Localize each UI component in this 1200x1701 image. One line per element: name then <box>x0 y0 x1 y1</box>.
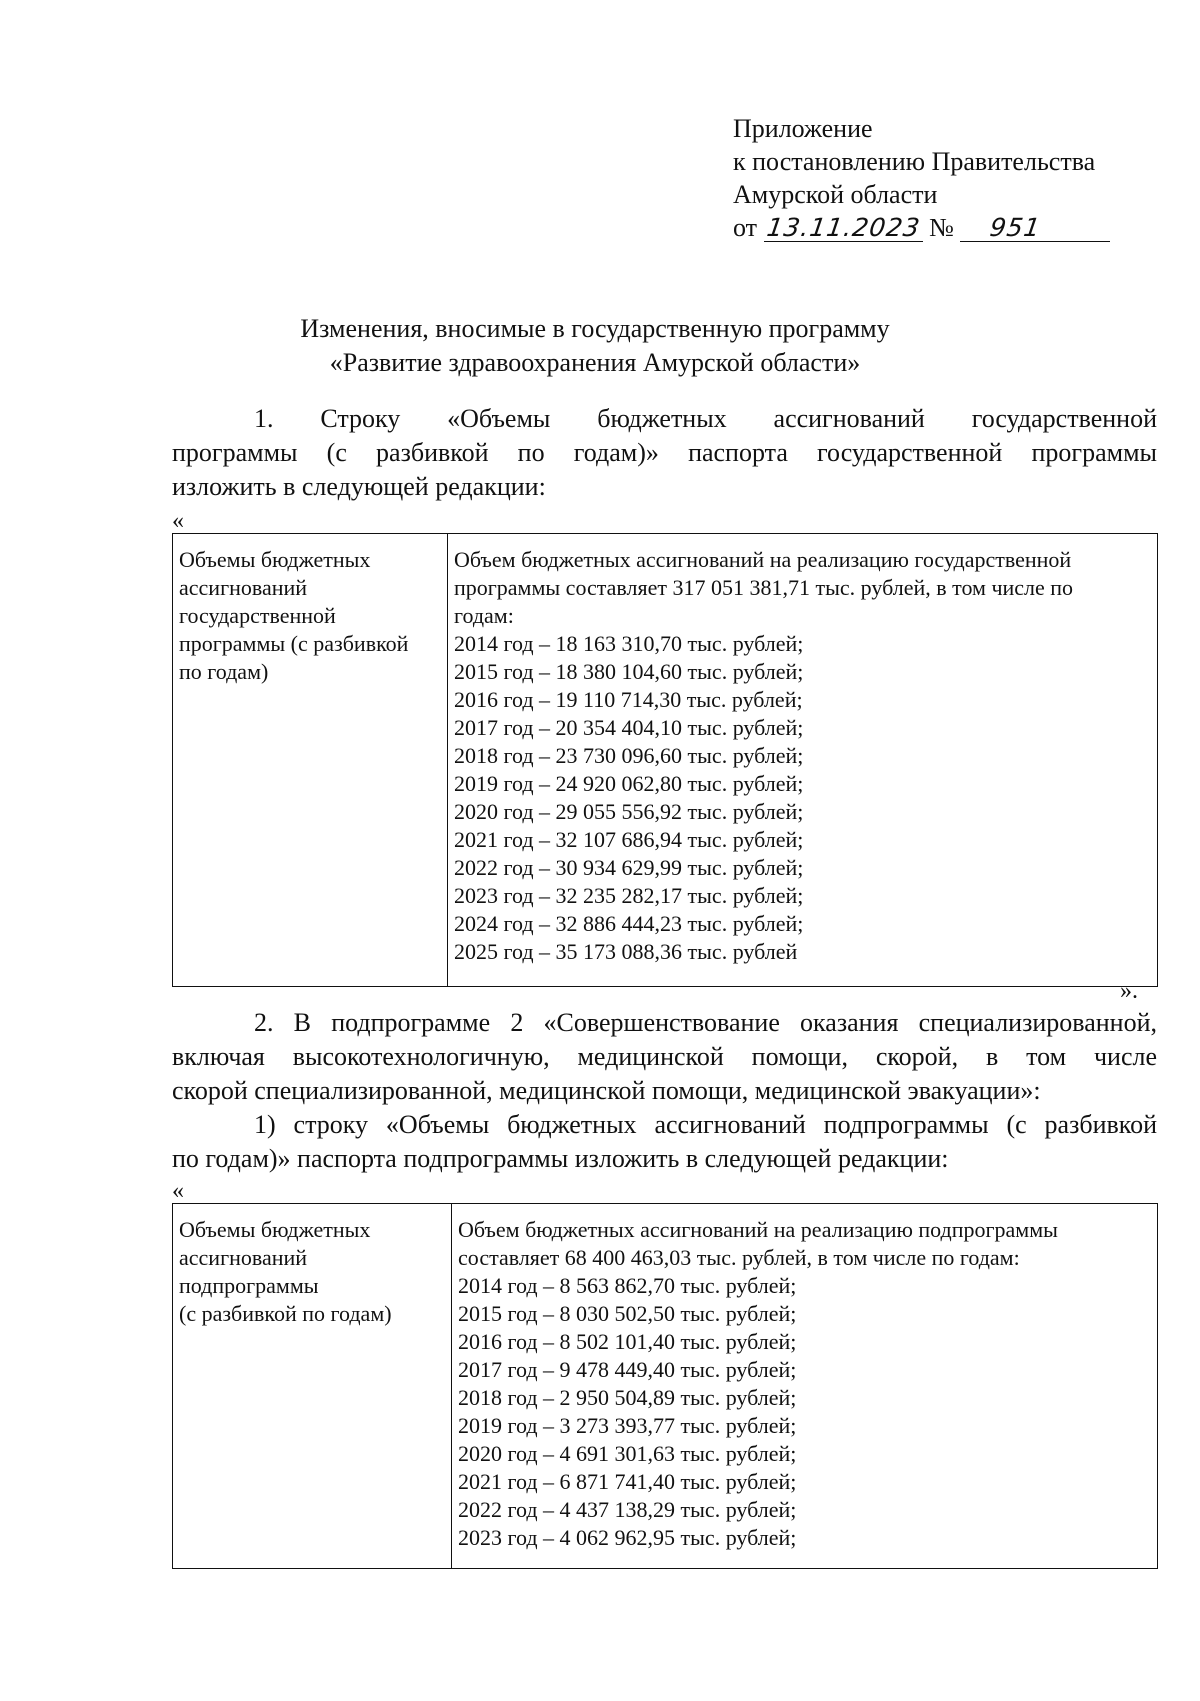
table-1-label-line: по годам) <box>179 659 269 684</box>
table-1-label-line: ассигнований <box>179 575 308 600</box>
appendix-line-2: к постановлению Правительства <box>733 147 1096 176</box>
table-2-year-line: 2015 год – 8 030 502,50 тыс. рублей; <box>458 1301 797 1326</box>
table-1 <box>172 533 1158 987</box>
section-1-line-3: изложить в следующей редакции: <box>172 472 546 501</box>
table-2-label-line: подпрограммы <box>179 1273 319 1298</box>
table-1-year-line: 2022 год – 30 934 629,99 тыс. рублей; <box>454 855 804 880</box>
table-1-value-line: годам: <box>454 603 514 628</box>
table-1-value-cell <box>448 534 1158 987</box>
date-prefix: от <box>733 213 758 242</box>
section-1-line-1: 1. Строку «Объемы бюджетных ассигнований государственной <box>254 404 1157 433</box>
table-1-year-line: 2023 год – 32 235 282,17 тыс. рублей; <box>454 883 804 908</box>
table-1-value-line: Объем бюджетных ассигнований на реализацию государственной <box>454 547 1072 572</box>
table-2-year-line: 2014 год – 8 563 862,70 тыс. рублей; <box>458 1273 797 1298</box>
appendix-line-3: Амурской области <box>733 180 938 209</box>
table-2-open-quote: « <box>172 1178 184 1204</box>
section-2-paragraph <box>172 1006 1157 1108</box>
section-2-1-line-1: 1) строку «Объемы бюджетных ассигнований подпрограммы (с разбивкой <box>254 1110 1157 1139</box>
section-2-1-paragraph <box>172 1108 1157 1176</box>
table-2-year-line: 2022 год – 4 437 138,29 тыс. рублей; <box>458 1497 797 1522</box>
appendix-date-line <box>733 211 1110 244</box>
table-1-year-line: 2019 год – 24 920 062,80 тыс. рублей; <box>454 771 804 796</box>
appendix-block <box>733 112 1110 244</box>
table-2-value-line: Объем бюджетных ассигнований на реализацию подпрограммы <box>458 1217 1058 1242</box>
table-1-value-line: программы составляет 317 051 381,71 тыс. рублей, в том числе по <box>454 575 1074 600</box>
table-1-label-cell <box>173 534 448 987</box>
table-2-label-cell <box>173 1204 452 1569</box>
table-2-label-line: (с разбивкой по годам) <box>179 1301 392 1326</box>
number-field <box>960 215 1110 242</box>
table-2-year-line: 2020 год – 4 691 301,63 тыс. рублей; <box>458 1441 797 1466</box>
section-1-line-2: программы (с разбивкой по годам)» паспорта государственной программы <box>172 438 1157 467</box>
table-1-open-quote: « <box>172 508 184 534</box>
table-2-label-line: Объемы бюджетных <box>179 1217 371 1242</box>
table-2-year-line: 2023 год – 4 062 962,95 тыс. рублей; <box>458 1525 797 1550</box>
table-1-year-line: 2021 год – 32 107 686,94 тыс. рублей; <box>454 827 804 852</box>
table-1-year-line: 2018 год – 23 730 096,60 тыс. рублей; <box>454 743 804 768</box>
appendix-line-1: Приложение <box>733 114 873 143</box>
table-1-label-line: программы (с разбивкой <box>179 631 409 656</box>
date-field <box>764 215 923 242</box>
table-2-year-line: 2018 год – 2 950 504,89 тыс. рублей; <box>458 1385 797 1410</box>
table-1-year-line: 2024 год – 32 886 444,23 тыс. рублей; <box>454 911 804 936</box>
table-2-value-cell <box>452 1204 1158 1569</box>
section-2-line-3: скорой специализированной, медицинской помощи, медицинской эвакуации»: <box>172 1076 1041 1105</box>
table-1-year-line: 2016 год – 19 110 714,30 тыс. рублей; <box>454 687 803 712</box>
table-2 <box>172 1203 1158 1569</box>
table-2-year-line: 2016 год – 8 502 101,40 тыс. рублей; <box>458 1329 797 1354</box>
table-1-label-line: государственной <box>179 603 336 628</box>
table-1-year-line: 2017 год – 20 354 404,10 тыс. рублей; <box>454 715 804 740</box>
table-2-year-line: 2021 год – 6 871 741,40 тыс. рублей; <box>458 1469 797 1494</box>
table-2-year-line: 2017 год – 9 478 449,40 тыс. рублей; <box>458 1357 797 1382</box>
table-2-value-line: составляет 68 400 463,03 тыс. рублей, в том числе по годам: <box>458 1245 1020 1270</box>
section-2-line-1: 2. В подпрограмме 2 «Совершенствование оказания специализированной, <box>254 1008 1157 1037</box>
handwritten-number: 951 <box>988 213 1044 242</box>
title-line-1: Изменения, вносимые в государственную программу <box>300 314 890 343</box>
section-1-paragraph <box>172 402 1157 504</box>
handwritten-date: 13.11.2023 <box>764 213 922 242</box>
number-sign: № <box>929 213 954 242</box>
table-2-year-line: 2019 год – 3 273 393,77 тыс. рублей; <box>458 1413 797 1438</box>
table-1-year-line: 2014 год – 18 163 310,70 тыс. рублей; <box>454 631 804 656</box>
table-2-label-line: ассигнований <box>179 1245 308 1270</box>
table-1-label-line: Объемы бюджетных <box>179 547 371 572</box>
table-1-year-line: 2015 год – 18 380 104,60 тыс. рублей; <box>454 659 804 684</box>
table-1-close-quote: ». <box>1120 978 1138 1004</box>
section-2-line-2: включая высокотехнологичную, медицинской помощи, скорой, в том числе <box>172 1042 1157 1071</box>
table-1-year-line: 2025 год – 35 173 088,36 тыс. рублей <box>454 939 798 964</box>
section-2-1-line-2: по годам)» паспорта подпрограммы изложить в следующей редакции: <box>172 1144 949 1173</box>
table-1-year-line: 2020 год – 29 055 556,92 тыс. рублей; <box>454 799 804 824</box>
title-line-2: «Развитие здравоохранения Амурской области» <box>329 348 861 377</box>
document-title <box>170 312 1020 380</box>
